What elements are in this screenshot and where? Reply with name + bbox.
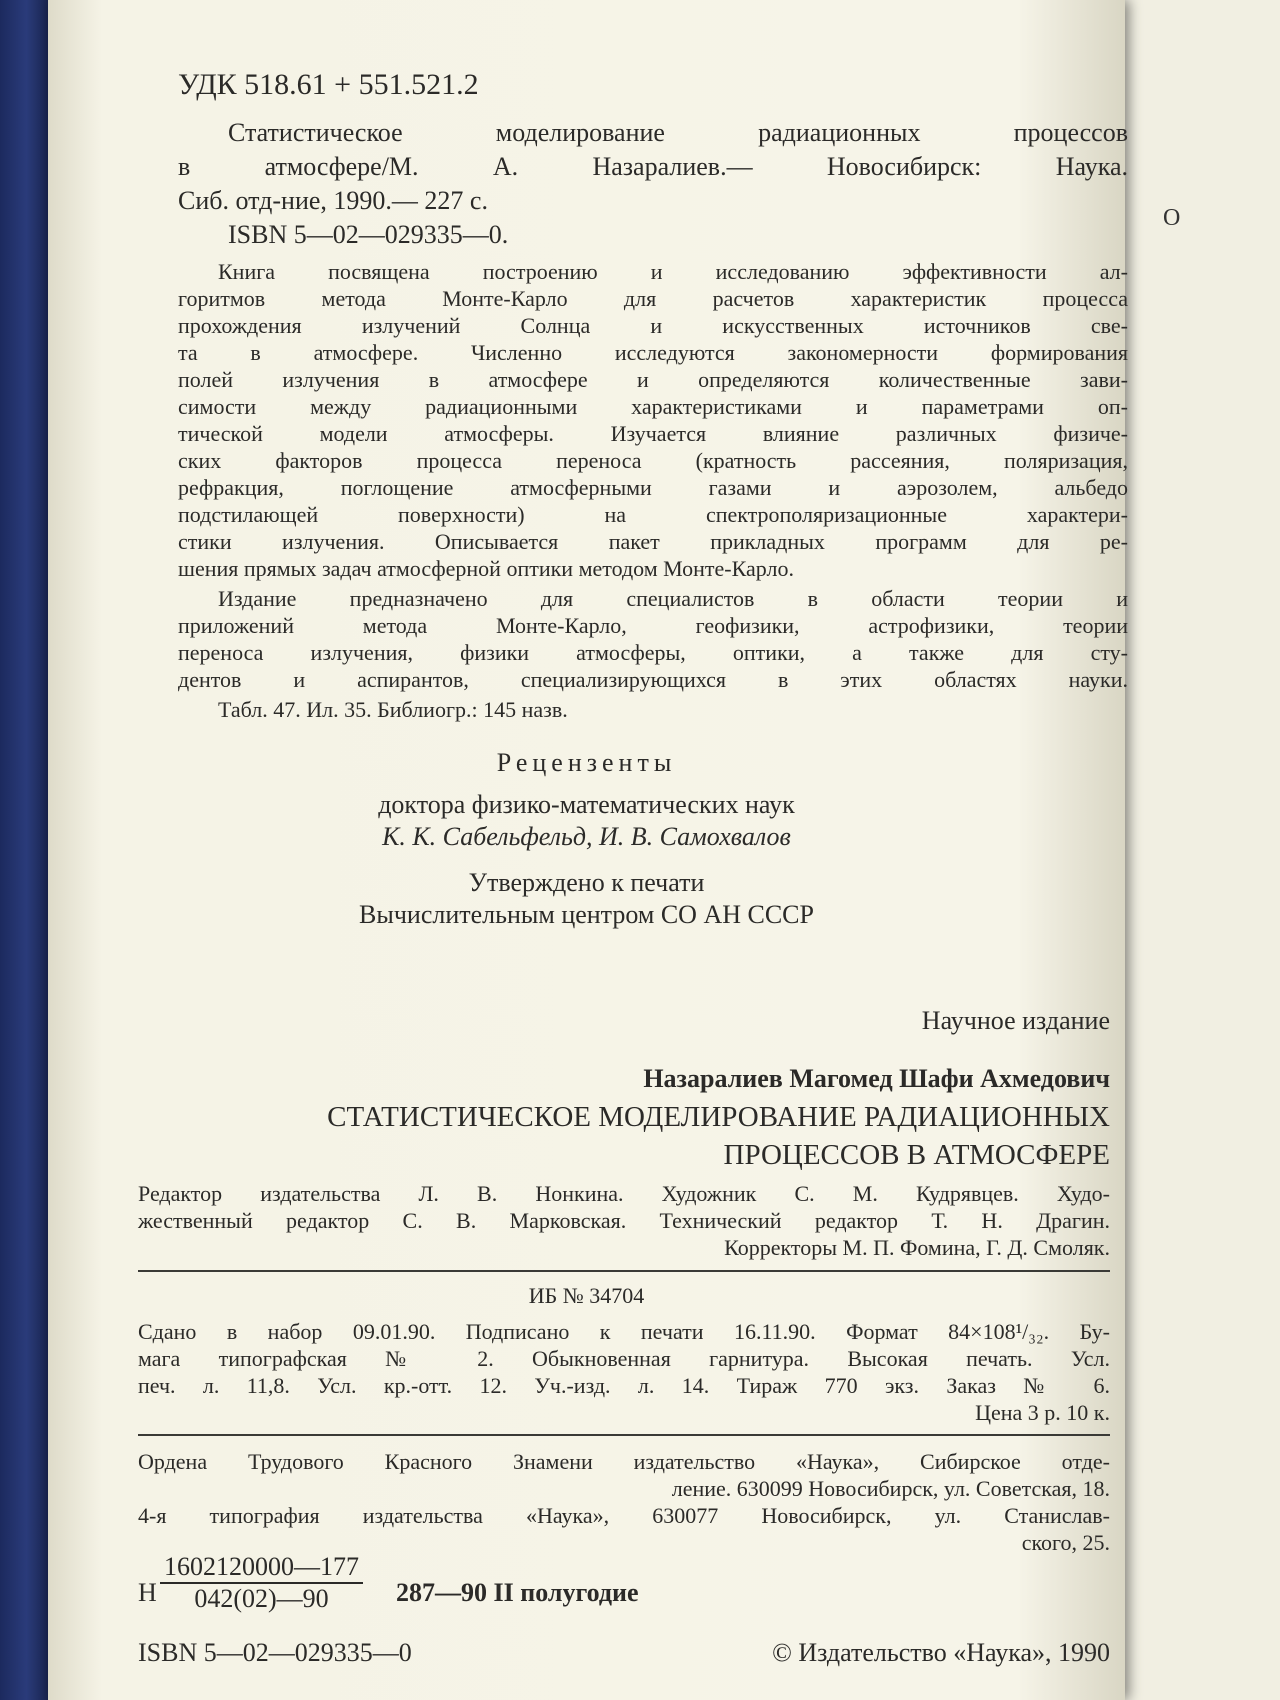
adjacent-page: [1125, 0, 1280, 1700]
imprint-page: [48, 0, 1128, 1700]
print-details-line: Сдано в набор 09.01.90. Подписано к печати 16.11.90. Формат 84×108¹/₃₂. Бу-: [138, 1319, 1110, 1344]
book-cover-edge: [0, 0, 48, 1700]
abstract-line: прохождения излучений Солнца и искусственных источников све-: [178, 313, 1128, 338]
ib-number: ИБ № 34704: [528, 1283, 645, 1308]
udc-code: УДК 518.61 + 551.521.2: [178, 68, 479, 101]
isbn-bottom: ISBN 5—02—029335—0: [138, 1638, 412, 1667]
abstract-line: полей излучения в атмосфере и определяются количественные зави-: [178, 367, 1128, 392]
abstract-line: рефракция, поглощение атмосферными газами и аэрозолем, альбедо: [178, 475, 1128, 500]
price: Цена 3 р. 10 к.: [975, 1400, 1110, 1425]
abstract-bibliography-note: Табл. 47. Ил. 35. Библиогр.: 145 назв.: [218, 697, 568, 722]
citation-isbn: ISBN 5—02—029335—0.: [228, 220, 509, 249]
abstract-line: та в атмосфере. Численно исследуются закономерности формирования: [178, 340, 1128, 365]
abstract-line: шения прямых задач атмосферной оптики методом Монте-Карло.: [178, 556, 794, 581]
abstract-line: приложений метода Монте-Карло, геофизики, астрофизики, теории: [178, 613, 1128, 638]
abstract-line: горитмов метода Монте-Карло для расчетов характеристик процесса: [178, 286, 1128, 311]
abstract-line: тической модели атмосферы. Изучается влияние различных физиче-: [178, 421, 1128, 446]
print-details-line: печ. л. 11,8. Усл. кр.-отт. 12. Уч.-изд. л. 14. Тираж 770 экз. Заказ № 6.: [138, 1373, 1110, 1398]
address-line: 4-я типография издательства «Наука», 630077 Новосибирск, ул. Станислав-: [138, 1503, 1110, 1528]
abstract-line: Издание предназначено для специалистов в области теории и: [218, 586, 1128, 611]
staff-line: Корректоры М. П. Фомина, Г. Д. Смоляк.: [724, 1235, 1110, 1260]
citation-line: в атмосфере/М. А. Назаралиев.— Новосибирск: Наука.: [178, 152, 1128, 181]
book-title: ПРОЦЕССОВ В АТМОСФЕРЕ: [723, 1139, 1110, 1171]
abstract-line: подстилающей поверхности) на спектрополяризационные характери-: [178, 502, 1128, 527]
code-suffix: 287—90 II полугодие: [396, 1578, 639, 1607]
edition-type: Научное издание: [921, 1006, 1110, 1035]
code-denominator: 042(02)—90: [194, 1584, 329, 1613]
print-details-line: мага типографская № 2. Обыкновенная гарнитура. Высокая печать. Усл.: [138, 1346, 1110, 1371]
code-fraction: [160, 1552, 363, 1614]
address-line: ского, 25.: [1021, 1530, 1110, 1555]
book-title: СТАТИСТИЧЕСКОЕ МОДЕЛИРОВАНИЕ РАДИАЦИОННЫХ: [327, 1101, 1110, 1133]
citation-line: Сиб. отд-ние, 1990.— 227 с.: [178, 186, 488, 215]
code-numerator: 1602120000—177: [160, 1552, 363, 1584]
approval-org: Вычислительным центром СО АН СССР: [359, 900, 814, 929]
citation-line: Статистическое моделирование радиационных процессов: [228, 118, 1128, 147]
copyright: © Издательство «Наука», 1990: [772, 1638, 1110, 1667]
abstract-line: Книга посвящена построению и исследованию эффективности ал-: [218, 259, 1128, 284]
reviewers-names: К. К. Сабельфельд, И. В. Самохвалов: [382, 822, 791, 851]
author-full-name: Назаралиев Магомед Шафи Ахмедович: [643, 1064, 1110, 1093]
reviewers-degree: доктора физико-математических наук: [378, 790, 795, 819]
abstract-line: дентов и аспирантов, специализирующихся в этих областях науки.: [178, 667, 1128, 692]
adjacent-page-letter: О: [1163, 205, 1181, 231]
address-line: Ордена Трудового Красного Знамени издательство «Наука», Сибирское отде-: [138, 1449, 1110, 1474]
reviewers-heading: Рецензенты: [496, 748, 677, 777]
staff-line: Редактор издательства Л. В. Нонкина. Художник С. М. Кудрявцев. Худо-: [138, 1181, 1110, 1206]
abstract-line: переноса излучения, физики атмосферы, оптики, а также для сту-: [178, 640, 1128, 665]
divider: [138, 1434, 1110, 1436]
abstract-line: симости между радиационными характеристиками и параметрами оп-: [178, 394, 1128, 419]
divider: [138, 1270, 1110, 1272]
abstract-line: ских факторов процесса переноса (кратность рассеяния, поляризация,: [178, 448, 1128, 473]
code-prefix: Н: [138, 1578, 157, 1607]
staff-line: жественный редактор С. В. Марковская. Технический редактор Т. Н. Драгин.: [138, 1208, 1110, 1233]
approval-line: Утверждено к печати: [468, 868, 705, 897]
address-line: ление. 630099 Новосибирск, ул. Советская, 18.: [671, 1476, 1110, 1501]
abstract-line: стики излучения. Описывается пакет прикладных программ для ре-: [178, 529, 1128, 554]
